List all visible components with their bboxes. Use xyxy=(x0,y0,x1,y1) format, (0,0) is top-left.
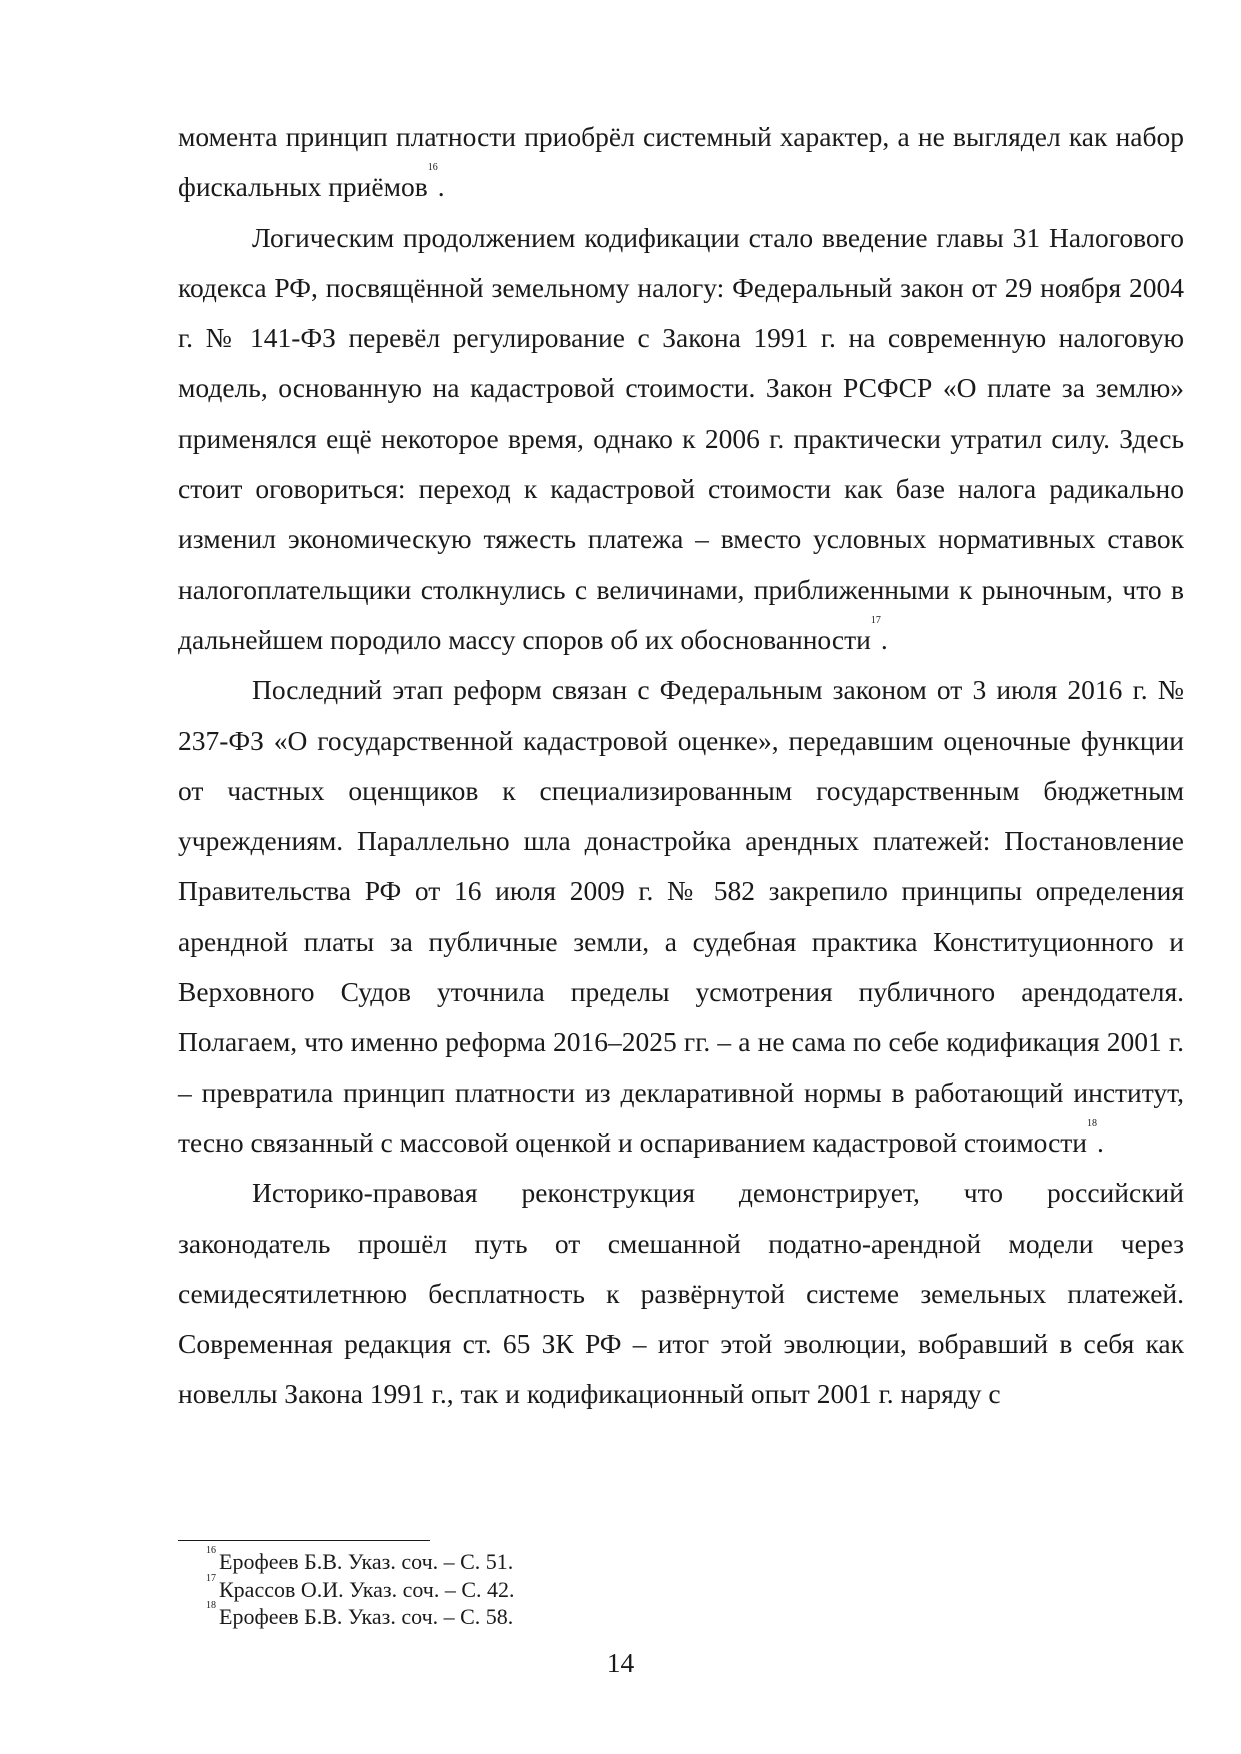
footnote-17 xyxy=(206,1572,1106,1604)
paragraph-tail: . xyxy=(880,623,888,655)
paragraph-tail: . xyxy=(437,171,445,203)
paragraph-text: Историко-правовая реконструкция демонстрирует, что российский законодатель прошёл путь от смешанной податно-арендной модели через семидесятилетнюю бесплатность к развёрнутой системе земельных платежей. Современная редакция ст. 65 ЗК РФ – итог этой эволюции, вобравший в себя как новеллы Закона 1991 г., так и кодификационный опыт 2001 г. наряду с xyxy=(178,1177,1184,1410)
paragraph-text: момента принцип платности приобрёл системный характер, а не выглядел как набор фискальных приёмов xyxy=(178,121,1184,203)
footnote-text: Ерофеев Б.В. Указ. соч. – С. 51. xyxy=(219,1549,514,1574)
paragraph-tail: . xyxy=(1097,1126,1104,1158)
paragraph-4 xyxy=(178,1168,1184,1419)
footnote-text: Ерофеев Б.В. Указ. соч. – С. 58. xyxy=(219,1604,514,1629)
footnote-reference: 18 xyxy=(1087,1117,1098,1129)
footnote-text: Крассов О.И. Указ. соч. – С. 42. xyxy=(219,1576,515,1602)
footnote-separator xyxy=(178,1540,430,1541)
footnote-reference: 16 xyxy=(427,162,438,174)
footnotes xyxy=(206,1545,1106,1631)
footnote-number: 17 xyxy=(206,1572,216,1584)
footnote-number: 16 xyxy=(206,1545,216,1556)
paragraph-text: Логическим продолжением кодификации стало введение главы 31 Налогового кодекса РФ, посвящённой земельному налогу: Федеральный закон от 29 ноября 2004 г. № 141-ФЗ перевёл регулирование с Закона 1991 г. на современную налоговую модель, основанную на кадастровой стоимости. Закон РСФСР «О плате за землю» применялся ещё некоторое время, однако к 2006 г. практически утратил силу. Здесь стоит оговориться: переход к кадастровой стоимости как базе налога радикально изменил экономическую тяжесть платежа – вместо условных нормативных ставок налогоплательщики столкнулись с величинами, приближенными к рыночным, что в дальнейшем породило массу споров об их обоснованности xyxy=(178,221,1184,655)
footnote-reference: 17 xyxy=(870,614,881,626)
paragraph-text: Последний этап реформ связан с Федеральным законом от 3 июля 2016 г. № 237-ФЗ «О государственной кадастровой оценке», передавшим оценочные функции от частных оценщиков к специализированным государственным бюджетным учреждениям. Параллельно шла донастройка арендных платежей: Постановление Правительства РФ от 16 июля 2009 г. № 582 закрепило принципы определения арендной платы за публичные земли, а судебная практика Конституционного и Верховного Судов уточнила пределы усмотрения публичного арендодателя. Полагаем, что именно реформа 2016–2025 гг. – а не сама по себе кодификация 2001 г. – превратила принцип платности из декларативной нормы в работающий институт, тесно связанный с массовой оценкой и оспариванием кадастровой стоимости xyxy=(178,674,1184,1158)
footnote-number: 18 xyxy=(206,1600,216,1611)
footnote-16 xyxy=(206,1545,1106,1576)
paragraph-2 xyxy=(178,213,1184,666)
page-number: 14 xyxy=(606,1647,635,1678)
paragraph-1 xyxy=(178,112,1184,213)
footnote-18 xyxy=(206,1600,1106,1631)
page-body xyxy=(178,112,1184,1420)
paragraph-3 xyxy=(178,665,1184,1168)
